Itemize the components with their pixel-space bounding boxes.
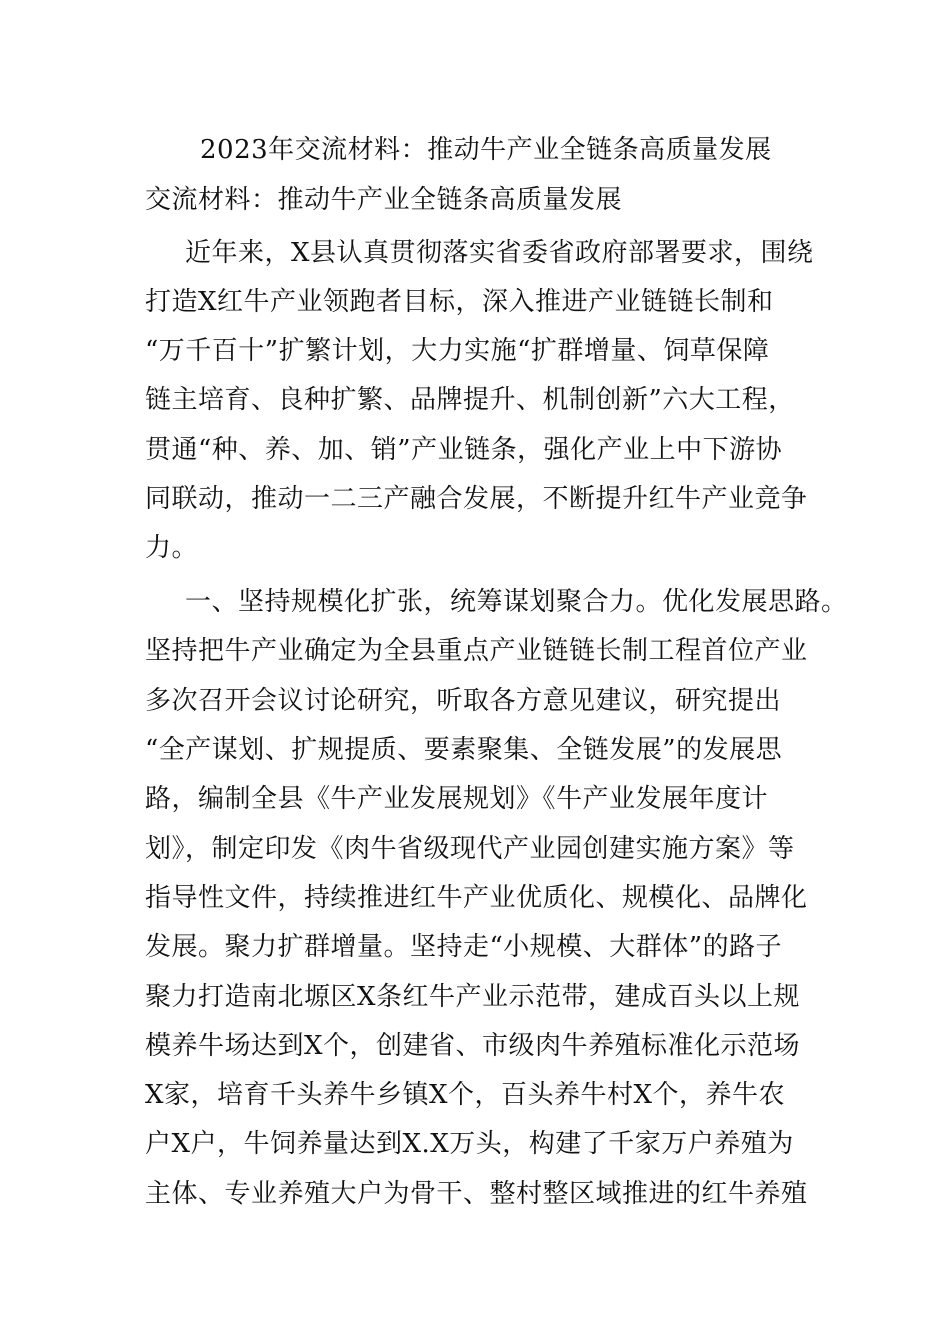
paragraph-line: 主体、专业养殖大户为骨干、整村整区域推进的红牛养殖 — [145, 1179, 808, 1209]
paragraph-line: 多次召开会议讨论研究，听取各方意见建议，研究提出 — [145, 686, 782, 716]
paragraph-line: 划》，制定印发《肉牛省级现代产业园创建实施方案》等 — [145, 834, 795, 864]
paragraph-line: 发展。聚力扩群增量。坚持走“小规模、大群体”的路子 — [145, 932, 783, 962]
paragraph-line: 聚力打造南北塬区X条红牛产业示范带，建成百头以上规 — [145, 982, 801, 1012]
paragraph-line: X家，培育千头养牛乡镇X个，百头养牛村X个，养牛农 — [145, 1080, 786, 1110]
document-title: 2023年交流材料：推动牛产业全链条高质量发展 — [200, 135, 772, 165]
paragraph-line: 打造X红牛产业领跑者目标，深入推进产业链链长制和 — [145, 287, 774, 317]
paragraph-line: “万千百十”扩繁计划，大力实施“扩群增量、饲草保障 — [145, 336, 770, 366]
paragraph-line: 近年来，X县认真贯彻落实省委省政府部署要求，围绕 — [185, 238, 814, 268]
paragraph-line: 模养牛场达到X个，创建省、市级肉牛养殖标准化示范场 — [145, 1031, 801, 1061]
paragraph-line: 力。 — [145, 533, 199, 563]
paragraph-line: 一、坚持规模化扩张，统筹谋划聚合力。优化发展思路。 — [185, 587, 848, 617]
paragraph-line: 坚持把牛产业确定为全县重点产业链链长制工程首位产业 — [145, 636, 808, 666]
paragraph-line: “全产谋划、扩规提质、要素聚集、全链发展”的发展思 — [145, 735, 783, 765]
paragraph-line: 同联动，推动一二三产融合发展，不断提升红牛产业竞争 — [145, 484, 808, 514]
paragraph-line: 贯通“种、养、加、销”产业链条，强化产业上中下游协 — [145, 435, 783, 465]
paragraph-line: 路，编制全县《牛产业发展规划》《牛产业发展年度计 — [145, 784, 769, 814]
paragraph-line: 户X户，牛饲养量达到X.X万头，构建了千家万户养殖为 — [145, 1129, 794, 1159]
document-subtitle: 交流材料：推动牛产业全链条高质量发展 — [145, 185, 623, 215]
paragraph-line: 链主培育、良种扩繁、品牌提升、机制创新”六大工程， — [145, 385, 795, 415]
paragraph-line: 指导性文件，持续推进红牛产业优质化、规模化、品牌化 — [145, 883, 808, 913]
